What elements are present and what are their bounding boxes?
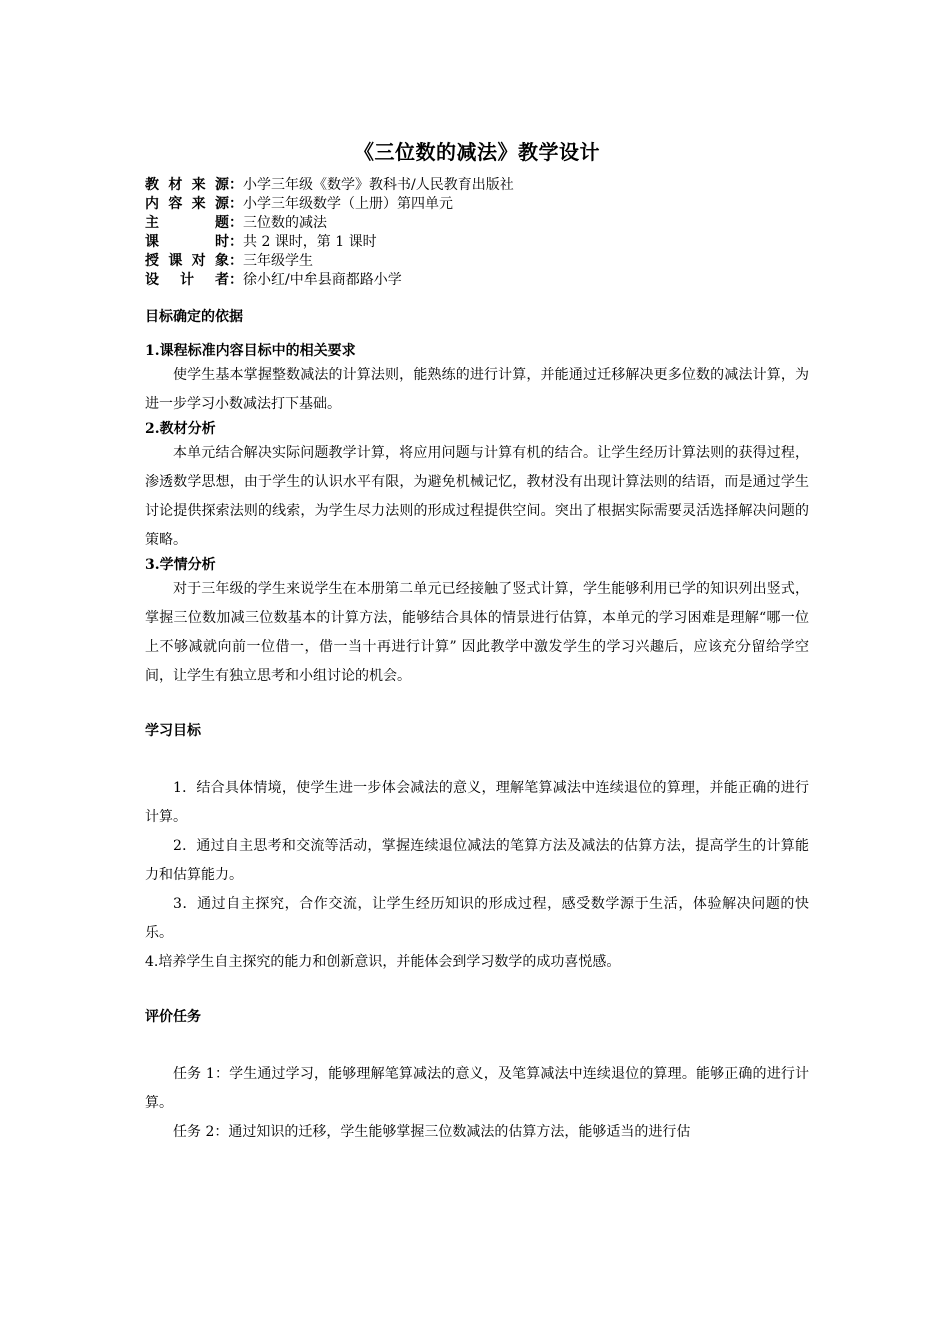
goal-item-2: 2．通过自主思考和交流等活动，掌握连续退位减法的笔算方法及减法的估算方法，提高学生的计算能力和估算能力。	[145, 838, 809, 883]
paragraph-curriculum: 使学生基本掌握整数减法的计算法则，能熟练的进行计算，并能通过迁移解决更多位数的减法计算，为进一步学习小数减法打下基础。	[145, 367, 809, 412]
paragraph-textbook-analysis: 本单元结合解决实际问题教学计算，将应用问题与计算有机的结合。让学生经历计算法则的获得过程，渗透数学思想，由于学生的认识水平有限，为避免机械记忆，教材没有出现计算法则的结语，而是通过学生讨论提供探索法则的线索，为学生尽力法则的形成过程提供空间。突出了根据实际需要灵活选择解决问题的策略。	[145, 445, 809, 548]
section-title-tasks: 评价任务	[145, 1009, 201, 1025]
meta-label: 设计者	[145, 272, 229, 288]
meta-colon: ：	[229, 215, 243, 231]
meta-value: 三位数的减法	[243, 215, 327, 231]
section-title-basis: 目标确定的依据	[145, 309, 243, 325]
meta-block	[145, 176, 809, 290]
section-title-goals: 学习目标	[145, 723, 201, 739]
meta-value: 共 2 课时，第 1 课时	[243, 234, 377, 250]
meta-label: 内容来源	[145, 196, 229, 212]
meta-row-topic	[145, 214, 809, 233]
meta-value: 小学三年级《数学》教科书/人民教育出版社	[243, 177, 514, 193]
meta-value: 三年级学生	[243, 253, 313, 269]
meta-colon: ：	[229, 253, 243, 269]
meta-colon: ：	[229, 272, 243, 288]
meta-value: 徐小红/中牟县商都路小学	[243, 272, 402, 288]
goal-item-3: 3．通过自主探究，合作交流，让学生经历知识的形成过程，感受数学源于生活，体验解决问题的快乐。	[145, 896, 809, 941]
meta-colon: ：	[229, 234, 243, 250]
meta-label: 课时	[145, 234, 229, 250]
document-title: 《三位数的减法》教学设计	[354, 140, 600, 164]
goal-item-4: 4.培养学生自主探究的能力和创新意识，并能体会到学习数学的成功喜悦感。	[145, 954, 621, 970]
meta-value: 小学三年级数学（上册）第四单元	[243, 196, 453, 212]
document-page	[145, 136, 809, 1147]
goal-item-1: 1．结合具体情境，使学生进一步体会减法的意义，理解笔算减法中连续退位的算理，并能正确的进行计算。	[145, 780, 809, 825]
meta-row-textbook-source	[145, 176, 809, 195]
meta-label: 授课对象	[145, 253, 229, 269]
meta-label: 主题	[145, 215, 229, 231]
task-item-2: 任务 2：通过知识的迁移，学生能够掌握三位数减法的估算方法，能够适当的进行估	[173, 1124, 691, 1140]
subhead-curriculum: 1.课程标准内容目标中的相关要求	[145, 343, 356, 359]
subhead-learner-analysis: 3.学情分析	[145, 557, 216, 573]
meta-colon: ：	[229, 196, 243, 212]
meta-row-audience	[145, 252, 809, 271]
meta-row-lessons	[145, 233, 809, 252]
meta-row-designer	[145, 271, 809, 290]
meta-colon: ：	[229, 177, 243, 193]
meta-row-content-source	[145, 195, 809, 214]
subhead-textbook-analysis: 2.教材分析	[145, 421, 216, 437]
task-item-1: 任务 1：学生通过学习，能够理解笔算减法的意义，及笔算减法中连续退位的算理。能够正确的进行计算。	[145, 1066, 809, 1111]
meta-label: 教材来源	[145, 177, 229, 193]
paragraph-learner-analysis: 对于三年级的学生来说学生在本册第二单元已经接触了竖式计算，学生能够利用已学的知识列出竖式，掌握三位数加减三位数基本的计算方法，能够结合具体的情景进行估算，本单元的学习困难是理解“哪一位上不够减就向前一位借一，借一当十再进行计算” 因此教学中激发学生的学习兴趣后，应该充分留给学空间，让学生有独立思考和小组讨论的机会。	[145, 581, 809, 684]
